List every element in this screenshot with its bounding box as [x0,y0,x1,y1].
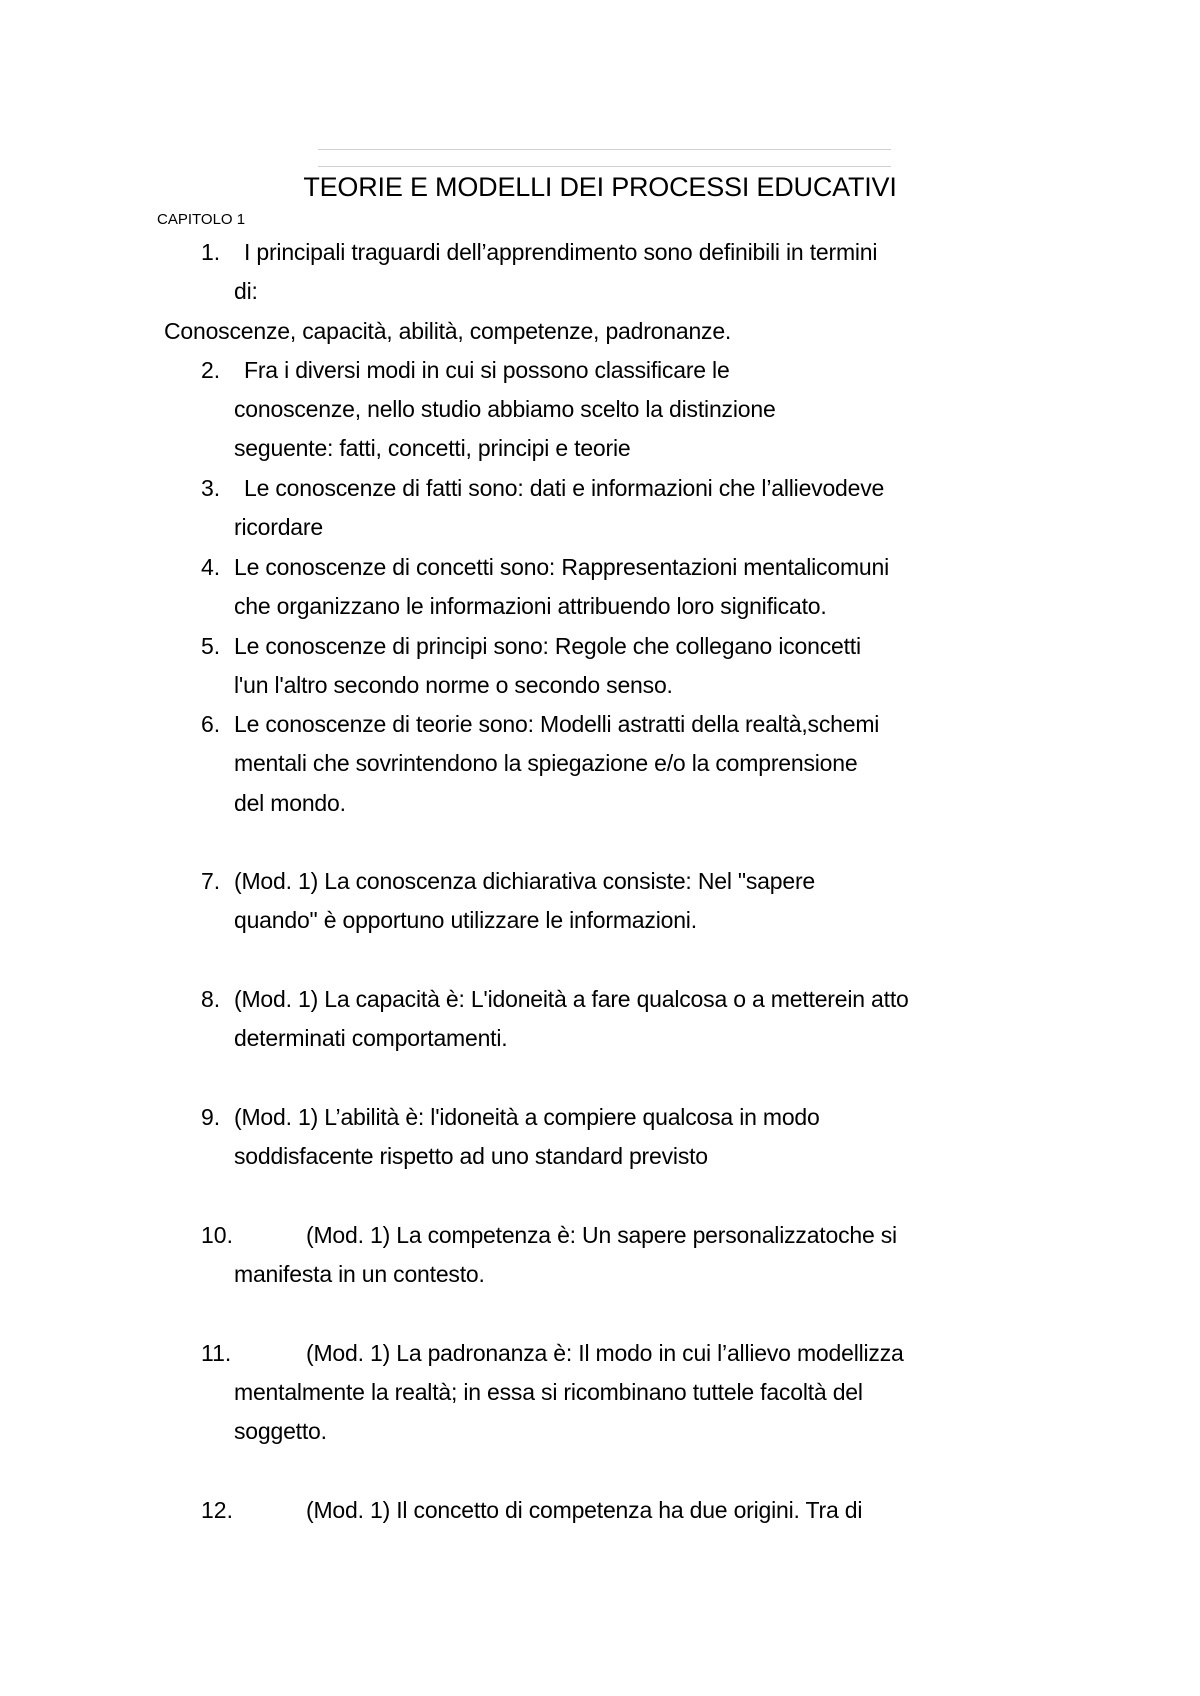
item-2-line-3: seguente: fatti, concetti, principi e teorie [234,435,631,461]
item-10-line-2: manifesta in un contesto. [234,1261,485,1287]
top-rule-2 [318,166,891,167]
item-number-8: 8. [201,986,221,1012]
item-3-line-2: ricordare [234,514,323,540]
item-4-line-2: che organizzano le informazioni attribuendo loro significato. [234,593,827,619]
item-5-line-2: l'un l'altro secondo norme o secondo senso. [234,672,673,698]
item-8-line-2: determinati comportamenti. [234,1025,508,1051]
item-11-line-1: (Mod. 1) La padronanza è: Il modo in cui l’allievo modellizza [306,1340,904,1366]
item-4-line-1: Le conoscenze di concetti sono: Rappresentazioni mentalicomuni [234,554,889,580]
item-number-11: 11. [201,1340,232,1366]
item-6-line-2: mentali che sovrintendono la spiegazione e/o la comprensione [234,750,858,776]
item-5-line-1: Le conoscenze di principi sono: Regole che collegano iconcetti [234,633,861,659]
item-11-line-3: soggetto. [234,1418,327,1444]
item-number-1: 1. [201,239,221,265]
item-7-line-2: quando" è opportuno utilizzare le informazioni. [234,907,697,933]
item-3-line-1: Le conoscenze di fatti sono: dati e informazioni che l’allievodeve [244,475,885,501]
item-8-line-1: (Mod. 1) La capacità è: L'idoneità a fare qualcosa o a metterein atto [234,986,909,1012]
item-number-10: 10. [201,1222,233,1248]
item-number-7: 7. [201,868,221,894]
item-number-3: 3. [201,475,221,501]
chapter-label: CAPITOLO 1 [157,211,246,228]
item-number-6: 6. [201,711,221,737]
item-6-line-3: del mondo. [234,790,346,816]
item-9-line-1: (Mod. 1) L’abilità è: l'idoneità a compiere qualcosa in modo [234,1104,820,1130]
item-6-line-1: Le conoscenze di teorie sono: Modelli astratti della realtà,schemi [234,711,880,737]
item-1-line-2: di: [234,278,258,304]
item-9-line-2: soddisfacente rispetto ad uno standard previsto [234,1143,708,1169]
item-11-line-2: mentalmente la realtà; in essa si ricombinano tuttele facoltà del [234,1379,863,1405]
item-1-line-1: I principali traguardi dell’apprendimento sono definibili in termini [244,239,878,265]
item-number-2: 2. [201,357,221,383]
item-10-line-1: (Mod. 1) La competenza è: Un sapere personalizzatoche si [306,1222,897,1248]
item-2-line-2: conoscenze, nello studio abbiamo scelto la distinzione [234,396,776,422]
standalone-line: Conoscenze, capacità, abilità, competenze, padronanze. [164,318,732,344]
item-number-4: 4. [201,554,221,580]
item-number-9: 9. [201,1104,221,1130]
item-2-line-1: Fra i diversi modi in cui si possono classificare le [244,357,730,383]
item-number-5: 5. [201,633,221,659]
document-title: TEORIE E MODELLI DEI PROCESSI EDUCATIVI [303,172,897,202]
item-12-line-1: (Mod. 1) Il concetto di competenza ha due origini. Tra di [306,1497,863,1523]
item-number-12: 12. [201,1497,233,1523]
item-7-line-1: (Mod. 1) La conoscenza dichiarativa consiste: Nel "sapere [234,868,816,894]
top-rule-1 [318,149,891,150]
